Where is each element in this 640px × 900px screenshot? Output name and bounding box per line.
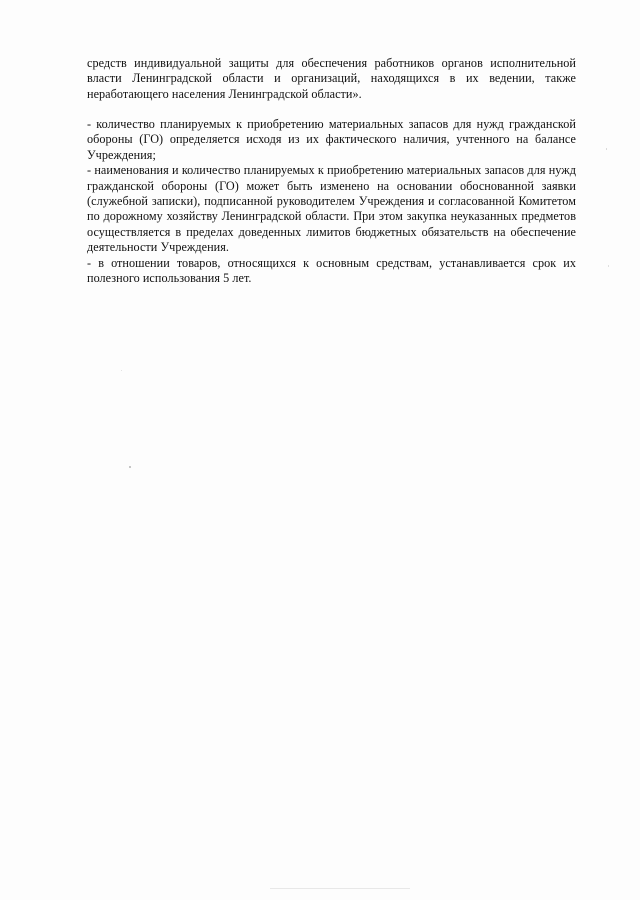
list-item-change-procedure: - наименования и количество планируемых к приобретению материальных запасов для нужд гражданской обороны (ГО) может быть изменено на основании обоснованной заявки (служебной записки), подписанной руководителем Учреждения и согласованной Комитетом по дорожному хозяйству Ленинградской области. При этом закупка неуказанных предметов осуществляется в пределах доведенных лимитов бюджетных обязательств на обеспечение деятельности Учреждения. — [87, 163, 576, 255]
list-item-useful-life: - в отношении товаров, относящихся к основным средствам, устанавливается срок их полезного использования 5 лет. — [87, 255, 576, 286]
list-item-quantity: - количество планируемых к приобретению материальных запасов для нужд гражданской обороны (ГО) определяется исходя из их фактического наличия, учтенного на балансе Учреждения; — [87, 117, 576, 162]
scan-speck — [606, 148, 607, 150]
scan-edge-line — [270, 888, 410, 889]
intro-paragraph: средств индивидуальной защиты для обеспечения работников органов исполнительной власти Ленинградской области и организаций, находящихся в их ведении, также неработающего населения Ленинградской области». — [87, 56, 576, 101]
intro-text-block — [87, 56, 576, 102]
list-text-block — [87, 117, 576, 286]
scan-speck — [121, 370, 122, 371]
scan-speck — [608, 265, 609, 267]
scan-speck — [129, 466, 131, 468]
